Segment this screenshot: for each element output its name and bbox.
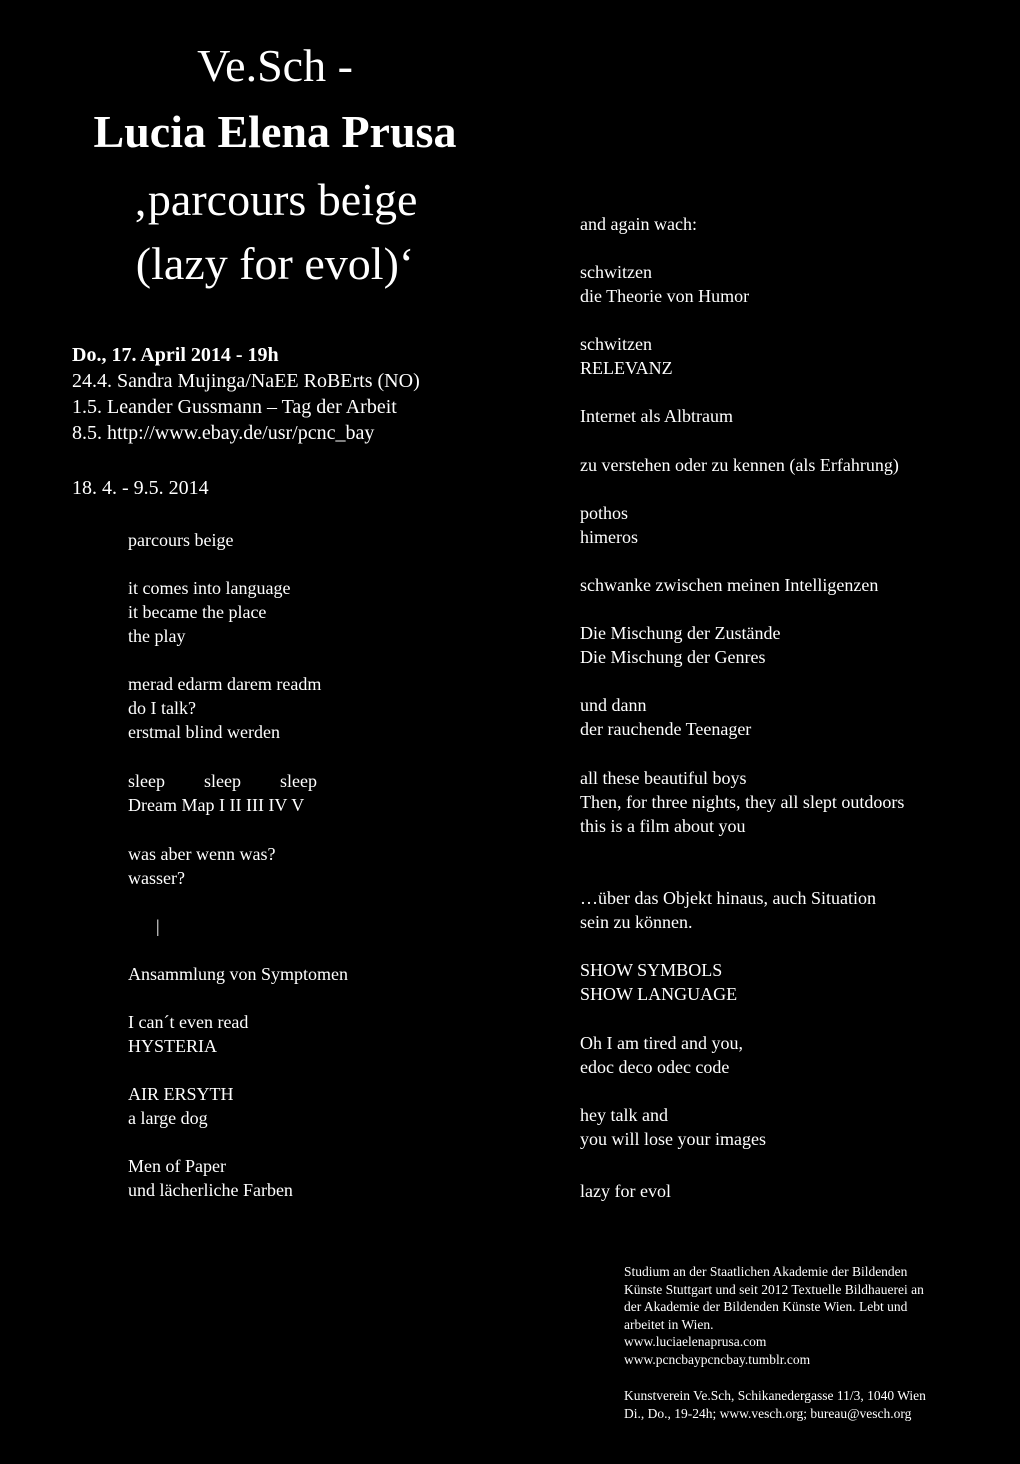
poem-line: zu verstehen oder zu kennen (als Erfahrung) <box>580 455 899 475</box>
poem-line: it became the place <box>128 602 267 622</box>
poem-line: was aber wenn was? <box>128 844 276 864</box>
tumblr-link[interactable]: www.pcncbaypcncbay.tumblr.com <box>624 1351 811 1367</box>
poem-line: schwitzen <box>580 334 652 354</box>
poem-word: sleep <box>128 771 165 791</box>
exhibition-period: 18. 4. - 9.5. 2014 <box>72 477 209 499</box>
poem-line: die Theorie von Humor <box>580 286 750 306</box>
poem-line: this is a film about you <box>580 816 746 836</box>
poem-line: parcours beige <box>128 530 234 550</box>
poem-line: Men of Paper <box>128 1156 226 1176</box>
poem-line: sein zu können. <box>580 912 693 932</box>
bio-line: Künste Stuttgart und seit 2012 Textuelle Bildhauerei an <box>624 1281 924 1297</box>
venue-title: Ve.Sch - <box>197 40 353 91</box>
artist-name: Lucia Elena Prusa <box>93 106 457 157</box>
exhibition-title-line1: ‚parcours beige <box>132 174 418 225</box>
venue-info <box>624 1387 954 1422</box>
poem-line: Die Mischung der Genres <box>580 647 766 667</box>
poem-line: himeros <box>580 527 638 547</box>
artist-website-link[interactable]: www.luciaelenaprusa.com <box>624 1334 767 1349</box>
opening-date: Do., 17. April 2014 - 19h <box>72 344 279 366</box>
poem-line: Dream Map I II III IV V <box>128 795 305 815</box>
bio-line: arbeitet in Wien. <box>624 1316 714 1332</box>
poem-line: hey talk and <box>580 1105 668 1125</box>
poem-line: I can´t even read <box>128 1012 249 1032</box>
poem-line: AIR ERSYTH <box>128 1084 234 1104</box>
poem-divider: | <box>156 916 160 936</box>
event-date: 1.5. Leander Gussmann – Tag der Arbeit <box>72 396 397 418</box>
poem-line: …über das Objekt hinaus, auch Situation <box>580 888 876 908</box>
poem-line: merad edarm darem readm <box>128 674 322 694</box>
exhibition-title-line2: (lazy for evol)‘ <box>135 238 415 289</box>
poem-line: lazy for evol <box>580 1181 671 1201</box>
poem-line: Then, for three nights, they all slept outdoors <box>580 792 905 812</box>
poem-line: pothos <box>580 503 629 523</box>
venue-hours-contact: Di., Do., 19-24h; www.vesch.org; bureau@vesch.org <box>624 1405 912 1421</box>
artist-bio <box>624 1263 954 1368</box>
event-date: 24.4. Sandra Mujinga/NaEE RoBErts (NO) <box>72 370 420 392</box>
poem-line: Die Mischung der Zustände <box>580 623 781 643</box>
poem-line: a large dog <box>128 1108 208 1128</box>
poem-line: Ansammlung von Symptomen <box>128 964 348 984</box>
poem-line: SHOW SYMBOLS <box>580 960 723 980</box>
poem-line: the play <box>128 626 186 646</box>
poem-line: edoc deco odec code <box>580 1057 730 1077</box>
poem-line: wasser? <box>128 868 185 888</box>
poem-word: sleep <box>204 771 241 791</box>
poem-line: and again wach: <box>580 214 697 234</box>
poem-line: schwitzen <box>580 262 652 282</box>
poem-line: SHOW LANGUAGE <box>580 984 738 1004</box>
poem-line: it comes into language <box>128 578 291 598</box>
venue-address: Kunstverein Ve.Sch, Schikanedergasse 11/3, 1040 Wien <box>624 1388 926 1403</box>
poem-line: HYSTERIA <box>128 1036 217 1056</box>
poem-line: RELEVANZ <box>580 358 673 378</box>
poem-line: der rauchende Teenager <box>580 719 752 739</box>
poem-line: und lächerliche Farben <box>128 1180 293 1200</box>
poem-line: und dann <box>580 695 647 715</box>
poem-line: Internet als Albtraum <box>580 406 733 426</box>
poem-sleep-row <box>128 769 356 793</box>
poem-line: all these beautiful boys <box>580 768 747 788</box>
bio-line: Studium an der Staatlichen Akademie der Bildenden <box>624 1264 908 1279</box>
bio-line: der Akademie der Bildenden Künste Wien. Lebt und <box>624 1299 908 1314</box>
poem-line: do I talk? <box>128 698 196 718</box>
event-date: 8.5. http://www.ebay.de/usr/pcnc_bay <box>72 422 375 444</box>
poem-line: you will lose your images <box>580 1129 766 1149</box>
poem-line: Oh I am tired and you, <box>580 1033 743 1053</box>
poem-word: sleep <box>280 771 317 791</box>
poem-line: schwanke zwischen meinen Intelligenzen <box>580 575 879 595</box>
poem-line: erstmal blind werden <box>128 722 280 742</box>
